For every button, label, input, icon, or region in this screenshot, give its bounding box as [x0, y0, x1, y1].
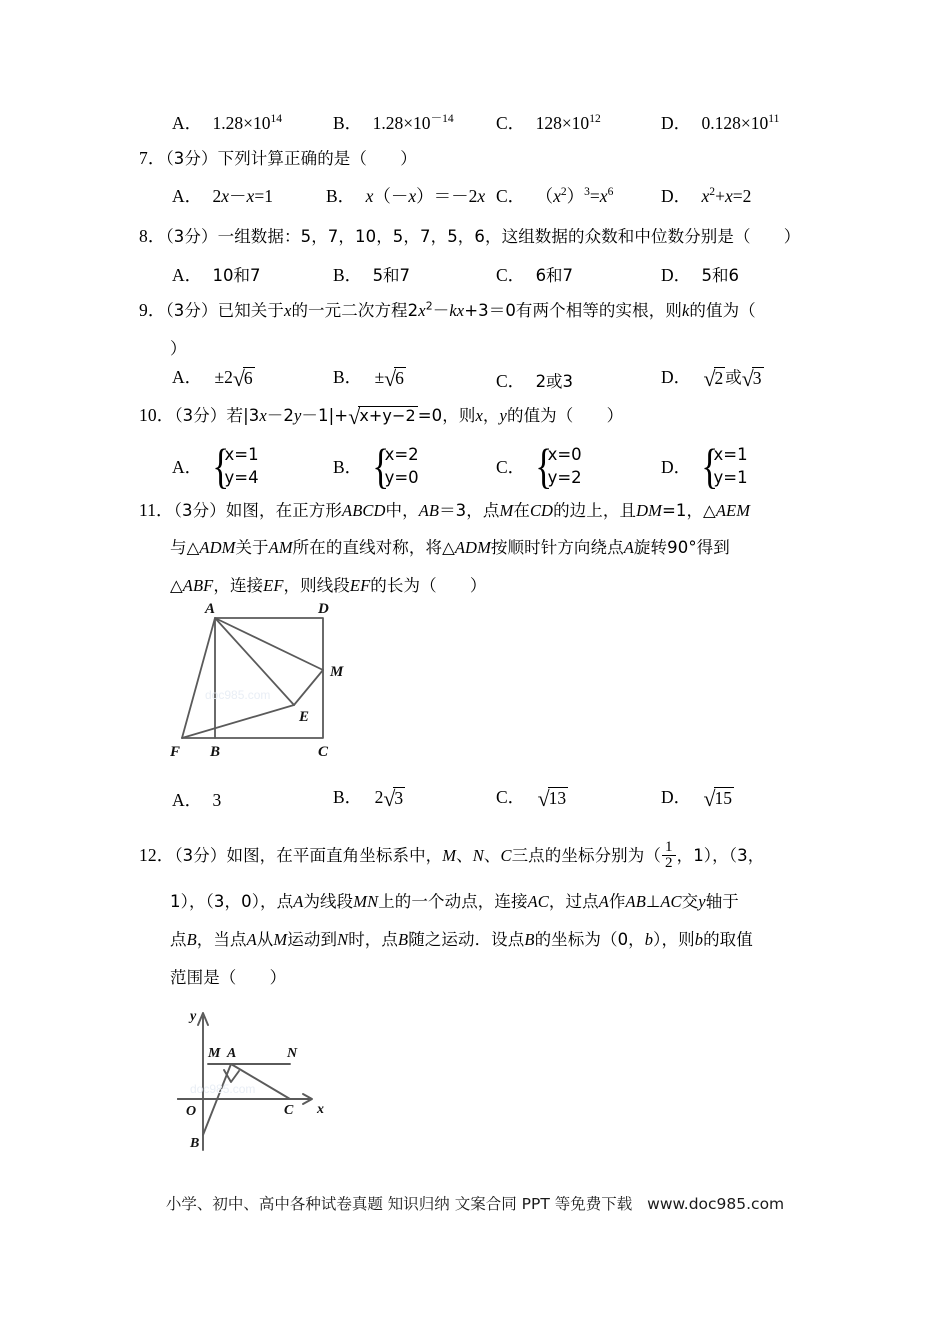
- q11-option-d-value: [703, 787, 735, 812]
- label-origin: O: [186, 1104, 197, 1119]
- footer-text: 小学、初中、高中各种试卷真题 知识归纳 文案合同 PPT 等免费下载: [165, 1195, 633, 1213]
- q9-option-c[interactable]: [496, 368, 573, 393]
- q8-points: （3分）: [165, 227, 218, 246]
- q10-option-a-system: [209, 438, 259, 494]
- q10-option-d-y: y=1: [713, 468, 748, 488]
- q10-option-d[interactable]: [661, 438, 748, 494]
- segment-ae: [215, 618, 294, 705]
- segment-fe: [182, 705, 294, 738]
- q6-option-a[interactable]: [172, 110, 282, 135]
- q6-option-a-value: $1.28\times 10^{14}$: [212, 113, 283, 133]
- q9-option-b-value: ±√6: [374, 367, 404, 392]
- label-D: D: [318, 601, 329, 617]
- q8-option-a-value: 10和7: [212, 266, 261, 285]
- segment-ac: [231, 1064, 290, 1099]
- watermark-text-1: doc985.com: [205, 688, 271, 702]
- q11-number: 11．: [139, 500, 174, 520]
- q11-option-a-label: A．: [172, 790, 203, 810]
- left-brace-icon: {: [211, 438, 229, 494]
- q10-option-b-x: x=2: [384, 445, 419, 464]
- question-9-stem-line2: ）: [170, 339, 187, 358]
- q6-option-c-exponent: 12: [589, 113, 601, 126]
- question-10-stem: [139, 405, 623, 429]
- label-C: C: [284, 1103, 294, 1118]
- q8-option-c[interactable]: [496, 262, 573, 287]
- question-9-stem-line1: [139, 300, 756, 322]
- q9-option-a-label: A．: [172, 367, 203, 387]
- q10-option-b-label: B．: [333, 456, 363, 477]
- q11-option-c-value: [537, 787, 569, 812]
- q6-option-b-value: $1.28\times 10^{-14}$: [372, 113, 454, 133]
- question-11-stem-line2: 与△ADM关于AM所在的直线对称，将△ADM按顺时针方向绕点A旋转90°得到: [170, 538, 730, 557]
- q9-option-b-label: B．: [333, 367, 363, 387]
- left-brace-icon: {: [700, 438, 718, 494]
- q10-option-c-label: C．: [496, 456, 526, 477]
- segment-af: [182, 618, 215, 738]
- q7-option-a-label: A．: [172, 186, 203, 206]
- label-B: B: [190, 1136, 200, 1151]
- left-brace-icon: {: [371, 438, 389, 494]
- page-footer: [0, 1192, 950, 1214]
- q6-option-a-exponent: 14: [270, 113, 283, 126]
- label-x-axis: x: [317, 1102, 324, 1117]
- q9-option-b[interactable]: [333, 364, 406, 391]
- q8-option-d-value: 5和6: [701, 266, 740, 285]
- question-7-stem: [139, 148, 417, 170]
- q11-geometry-figure: [160, 598, 390, 770]
- q10-option-a-y: y=4: [224, 468, 259, 488]
- q6-option-c-value: $128\times 10^{12}$: [535, 113, 601, 133]
- q7-option-c-label: C．: [496, 186, 526, 206]
- q11-option-b[interactable]: [333, 784, 405, 811]
- q10-option-c-x: x=0: [547, 445, 582, 464]
- q11-stem-text-1: 如图，在正方形ABCD中，AB＝3，点M在CD的边上，且DM=1，△AEM: [225, 501, 751, 520]
- q10-option-a-x: x=1: [224, 445, 259, 464]
- q10-option-d-system: [698, 438, 748, 494]
- q7-option-d[interactable]: [661, 183, 751, 208]
- q10-option-c-y: y=2: [547, 468, 582, 488]
- q10-option-c-system: [532, 438, 582, 494]
- q9-option-a-value: ±2√6: [214, 367, 253, 392]
- left-brace-icon: {: [534, 438, 552, 494]
- q10-option-b-system: [369, 438, 419, 494]
- q6-option-d-exponent: 11: [768, 113, 780, 126]
- label-A: A: [227, 1046, 237, 1061]
- question-8-stem: [139, 226, 800, 248]
- q12-stem-text-1: 如图，在平面直角坐标系中，M、N、C三点的坐标分别为（: [226, 845, 661, 865]
- segment-me: [294, 670, 323, 705]
- q6-option-b-exponent: －14: [430, 113, 454, 126]
- q11-option-c-label: C．: [496, 787, 526, 807]
- q11-figure-svg: [160, 598, 390, 770]
- q12-figure-svg: [160, 995, 405, 1160]
- radical-icon: √13: [537, 787, 567, 812]
- q12-stem-text-1b: ，1），（3，: [676, 845, 765, 865]
- q6-option-c[interactable]: [496, 110, 601, 135]
- radical-icon: √6: [232, 367, 253, 392]
- q11-points: （3分）: [173, 501, 226, 520]
- q7-option-d-value: $x^2+x=2$: [701, 186, 752, 206]
- q9-option-d-label: D．: [661, 367, 692, 387]
- q10-option-d-label: D．: [661, 456, 692, 477]
- q9-option-d-value: √2 或√3: [703, 367, 762, 392]
- question-11-stem-line3: △ABF，连接EF，则线段EF的长为（ ）: [170, 576, 487, 595]
- label-A: A: [205, 601, 216, 617]
- q7-option-b[interactable]: [326, 183, 485, 208]
- label-M: M: [208, 1046, 221, 1061]
- q8-option-c-label: C．: [496, 265, 526, 285]
- q12-coordinate-figure: [160, 995, 405, 1160]
- q10-number: 10．: [139, 405, 175, 425]
- q9-option-c-label: C．: [496, 371, 526, 391]
- q11-option-a[interactable]: [172, 787, 221, 812]
- q6-option-d-value: $0.128\times 10^{11}$: [701, 113, 780, 133]
- q8-option-a-label: A．: [172, 265, 203, 285]
- q11-option-c[interactable]: [496, 784, 568, 811]
- q7-option-b-value: x（－x）＝－2x: [365, 186, 486, 206]
- q8-option-b-label: B．: [333, 265, 363, 285]
- q10-stem-pre: 若|3x－2y－1|+: [226, 406, 349, 425]
- q8-option-b[interactable]: [333, 262, 410, 287]
- q7-option-c-value: $(x^2)^3=x^6$: [535, 186, 614, 206]
- q9-points: （3分）: [165, 301, 218, 320]
- footer-url[interactable]: www.doc985.com: [647, 1195, 785, 1213]
- radical-icon: √3: [741, 367, 762, 392]
- q8-number: 8．: [139, 226, 166, 246]
- q11-option-d[interactable]: [661, 784, 734, 811]
- label-y-axis: y: [190, 1009, 197, 1024]
- q9-option-d[interactable]: [661, 364, 764, 391]
- question-12-stem-line3: 点B，当点A从M运动到N时，点B随之运动．设点B的坐标为（0，b），则b的取值: [170, 930, 753, 949]
- label-B: B: [210, 744, 221, 760]
- q7-points: （3分）: [165, 149, 218, 168]
- radical-icon: √15: [703, 787, 733, 812]
- segment-am: [215, 618, 323, 670]
- q9-option-c-value: 2或3: [535, 372, 574, 391]
- q7-option-c[interactable]: [496, 183, 613, 208]
- label-M: M: [330, 664, 344, 680]
- q10-option-a[interactable]: [172, 438, 259, 494]
- q6-option-b-label: B．: [333, 113, 363, 133]
- label-E: E: [299, 709, 310, 725]
- q11-option-d-label: D．: [661, 787, 692, 807]
- q7-option-d-label: D．: [661, 186, 692, 206]
- q6-option-c-label: C．: [496, 113, 526, 133]
- q10-option-b-y: y=0: [384, 468, 419, 488]
- q8-option-c-value: 6和7: [535, 266, 574, 285]
- label-N: N: [287, 1046, 298, 1061]
- q10-stem-post: =0，则x，y的值为（ ）: [417, 406, 624, 425]
- q8-option-d-label: D．: [661, 265, 692, 285]
- question-12-stem-line2: 1），（3，0），点A为线段MN上的一个动点，连接AC，过点A作AB⊥AC交y轴于: [170, 892, 739, 911]
- q7-option-a-value: 2x－x=1: [212, 186, 273, 206]
- q11-option-a-value: 3: [212, 790, 222, 810]
- q10-option-c[interactable]: [496, 438, 582, 494]
- question-12-stem-line1: [139, 841, 764, 873]
- q8-stem-text: 一组数据：5，7，10，5，7，5，6，这组数据的众数和中位数分别是（ ）: [217, 227, 801, 246]
- watermark-text-2: doc985.com: [190, 1082, 256, 1096]
- q10-option-d-x: x=1: [713, 445, 748, 464]
- radical-icon: √2: [703, 367, 724, 392]
- radical-icon: √6: [384, 367, 404, 392]
- label-C: C: [318, 744, 329, 760]
- q8-option-a[interactable]: [172, 262, 261, 287]
- fraction-one-half: $\frac{1}{2}$: [662, 840, 676, 872]
- q6-option-d-label: D．: [661, 113, 692, 133]
- q8-option-d[interactable]: [661, 262, 739, 287]
- radical-icon: √3: [383, 787, 404, 812]
- q6-option-d[interactable]: [661, 110, 779, 135]
- q11-option-b-value: 2√3: [374, 787, 404, 812]
- q11-option-b-label: B．: [333, 787, 363, 807]
- q10-option-a-label: A．: [172, 456, 203, 477]
- q10-option-b[interactable]: [333, 438, 419, 494]
- q7-stem-text: 下列计算正确的是（ ）: [217, 149, 417, 168]
- q7-option-a[interactable]: [172, 183, 273, 208]
- q7-option-b-label: B．: [326, 186, 356, 206]
- q9-number: 9．: [139, 300, 166, 320]
- q12-number: 12．: [139, 844, 175, 865]
- question-11-stem-line1: [139, 500, 750, 522]
- q6-option-b[interactable]: [333, 110, 454, 135]
- radical-icon: √x+y−2: [348, 404, 416, 429]
- q8-option-b-value: 5和7: [372, 266, 411, 285]
- q9-option-a[interactable]: [172, 364, 255, 391]
- q6-option-a-label: A．: [172, 113, 203, 133]
- label-F: F: [170, 744, 181, 760]
- q12-points: （3分）: [174, 845, 227, 865]
- q9-stem-text-1: 已知关于x的一元二次方程$2x^2-kx+3=0$有两个相等的实根，则k的值为（: [217, 299, 756, 320]
- q10-points: （3分）: [174, 406, 227, 425]
- question-12-stem-line4: 范围是（ ）: [170, 968, 287, 987]
- q7-number: 7．: [139, 148, 166, 168]
